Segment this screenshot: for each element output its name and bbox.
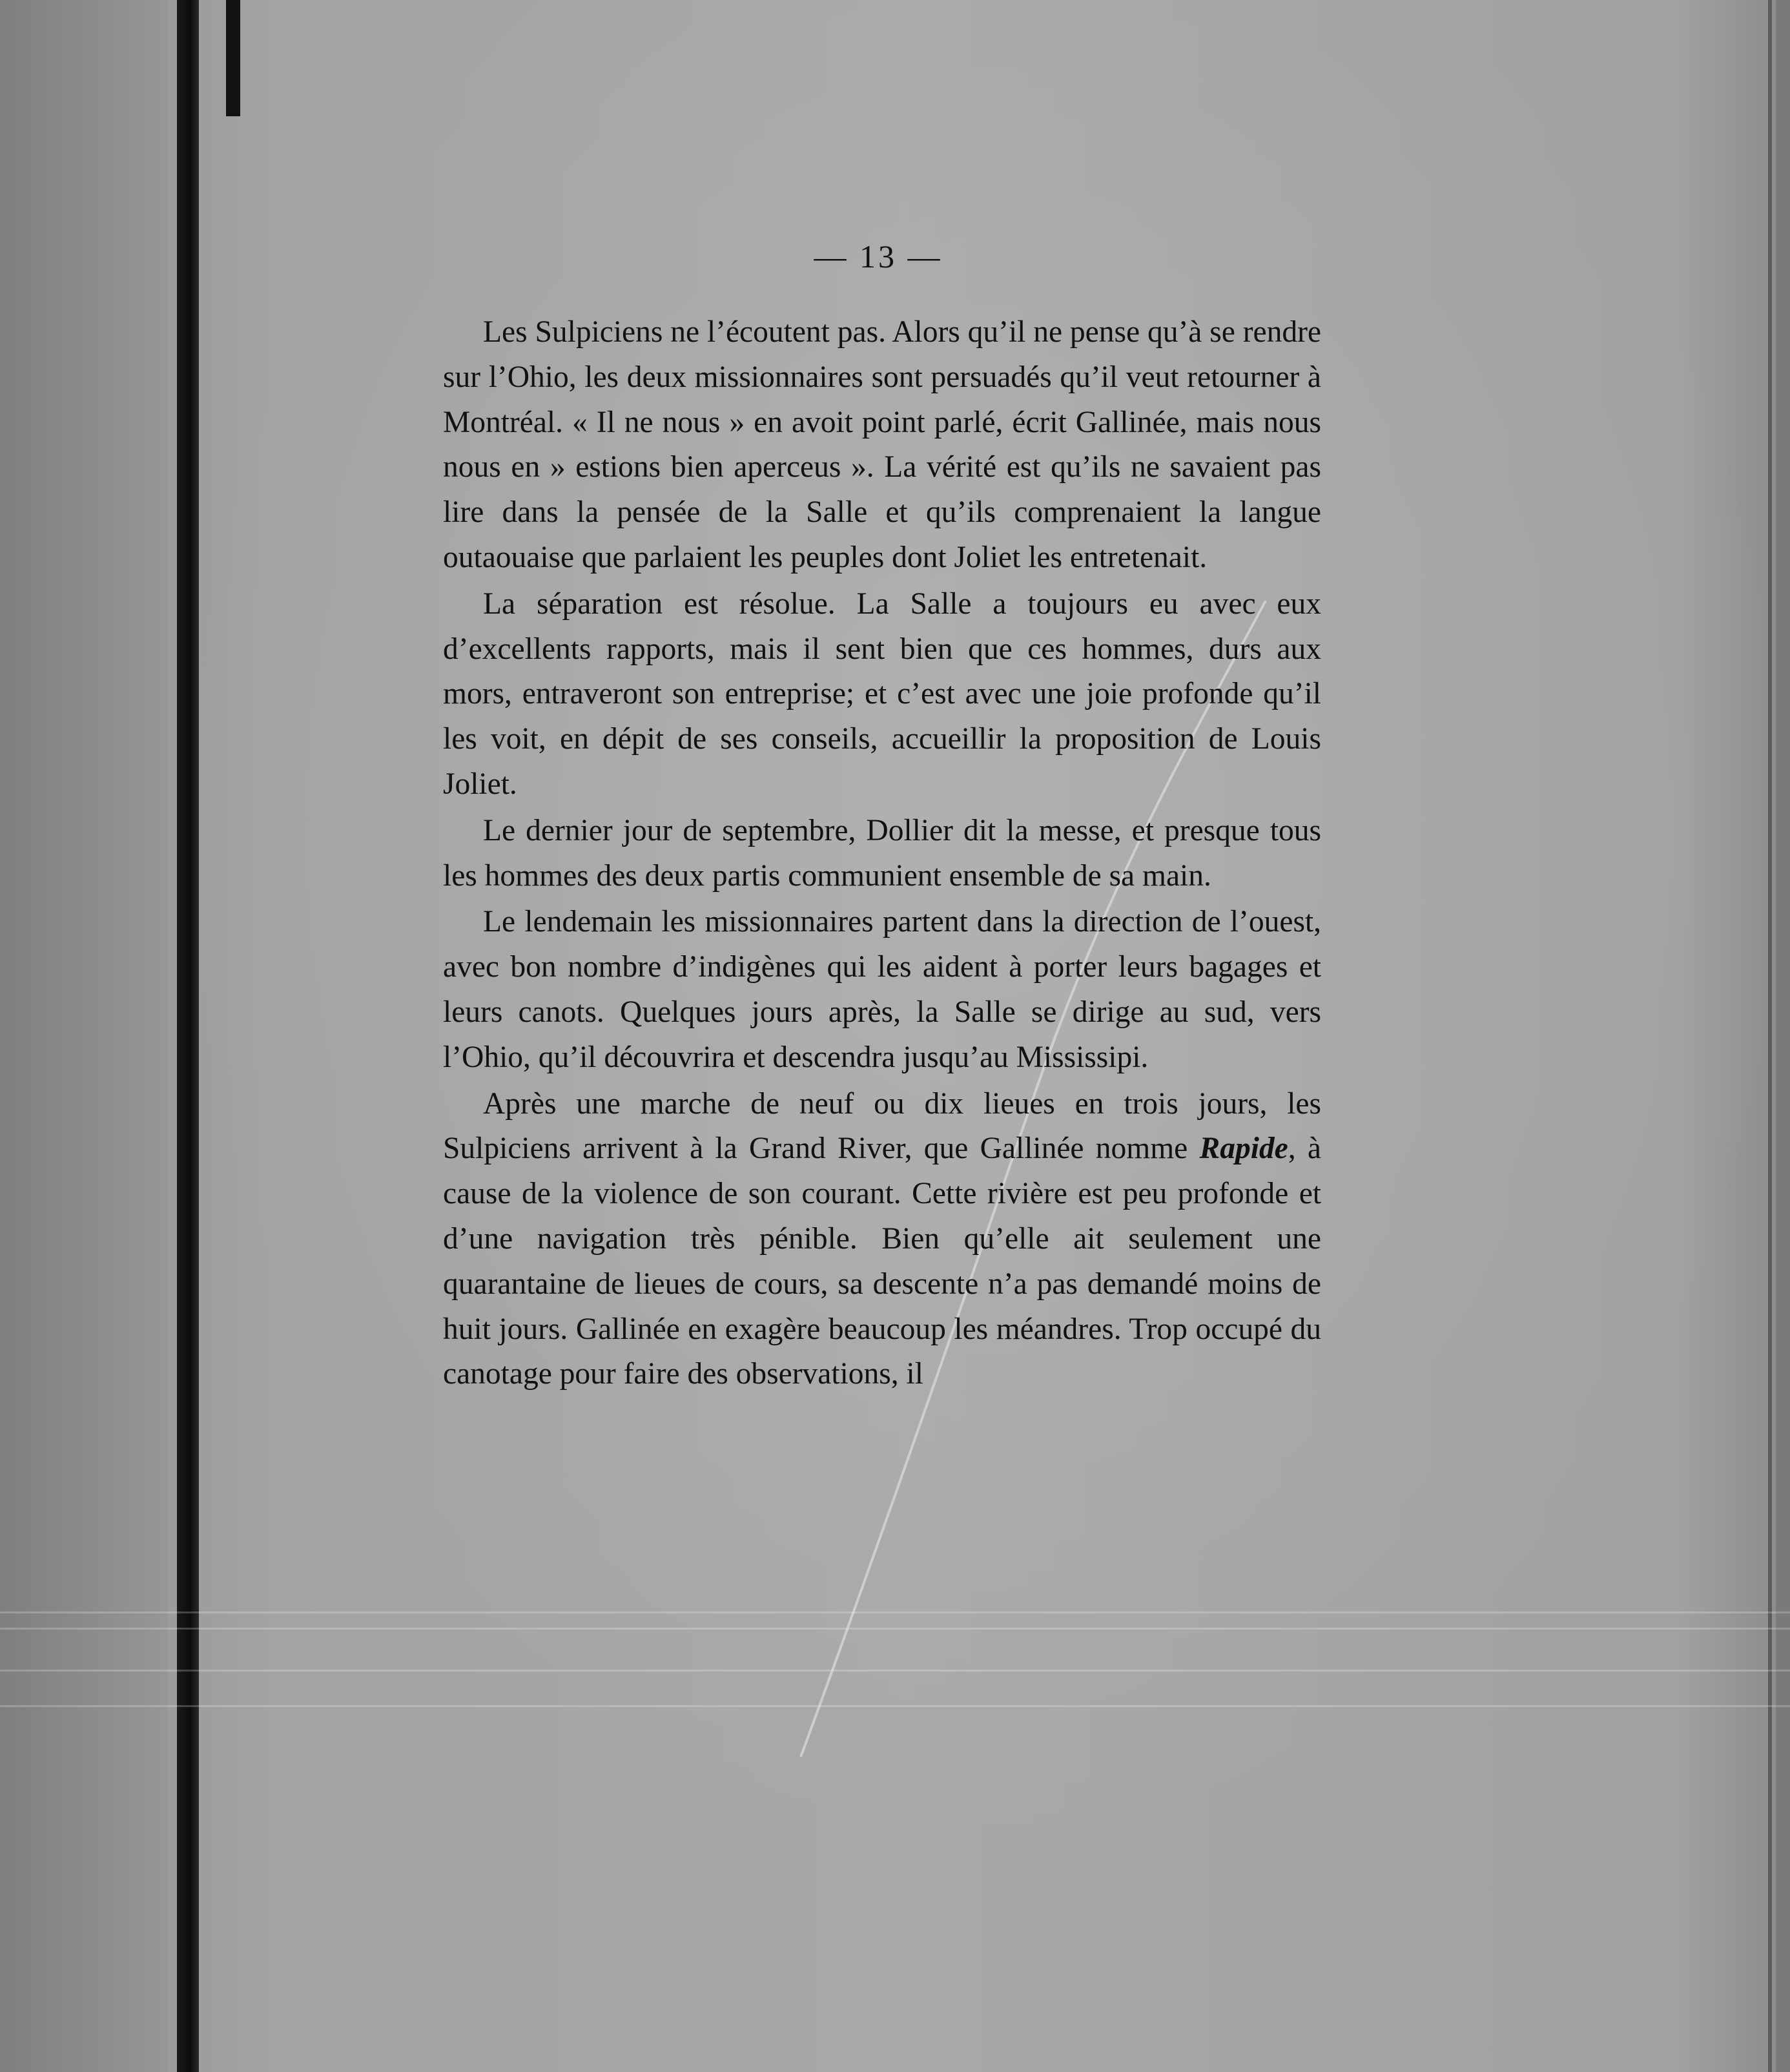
paragraph-text: Après une marche de neuf ou dix lieues en trois jours, les Sulpiciens arrivent à la Grand River, que Gallinée nomme — [443, 1086, 1321, 1166]
paragraph — [443, 1082, 1321, 1398]
page-number: — 13 — — [814, 238, 943, 275]
paragraph: Le lendemain les missionnaires partent dans la direction de l’ouest, avec bon nombre d’indigènes qui les aident à porter leurs bagages et leurs canots. Quelques jours après, la Salle se dirige au sud, vers l’Ohio, qu’il découvrira et descendra jusqu’au Mississipi. — [443, 905, 1321, 1074]
paragraph-text: , à cause de la violence de son courant. Cette rivière est peu profonde et d’une navigation très pénible. Bien qu’elle ait seulement une quarantaine de lieues de cours, sa descente n’a pas demandé moins de huit jours. Gallinée en exagère beaucoup les méandres. Trop occupé du canotage pour faire des observations, il — [443, 1132, 1321, 1391]
paragraph: Le dernier jour de septembre, Dollier dit la messe, et presque tous les hommes des deux partis communient ensemble de sa main. — [443, 813, 1321, 893]
paragraph: Les Sulpiciens ne l’écoutent pas. Alors qu’il ne pense qu’à se rendre sur l’Ohio, les deux missionnaires sont persuadés qu’il veut retourner à Montréal. « Il ne nous » en avoit point parlé, écrit Gallinée, mais nous nous en » estions bien aperceus ». La vérité est qu’ils ne savaient pas lire dans la pensée de la Salle et qu’ils comprenaient la langue outaouaise que parlaient les peuples dont Joliet les entretenait. — [443, 315, 1321, 574]
paragraph: La séparation est résolue. La Salle a toujours eu avec eux d’excellents rapports, mais il sent bien que ces hommes, durs aux mors, entraveront son entreprise; et c’est avec une joie profonde qu’il les voit, en dépit de ses conseils, accueillir la proposition de Louis Joliet. — [443, 586, 1321, 801]
body-text — [443, 310, 1321, 1398]
italic-word: Rapide — [1199, 1132, 1288, 1166]
